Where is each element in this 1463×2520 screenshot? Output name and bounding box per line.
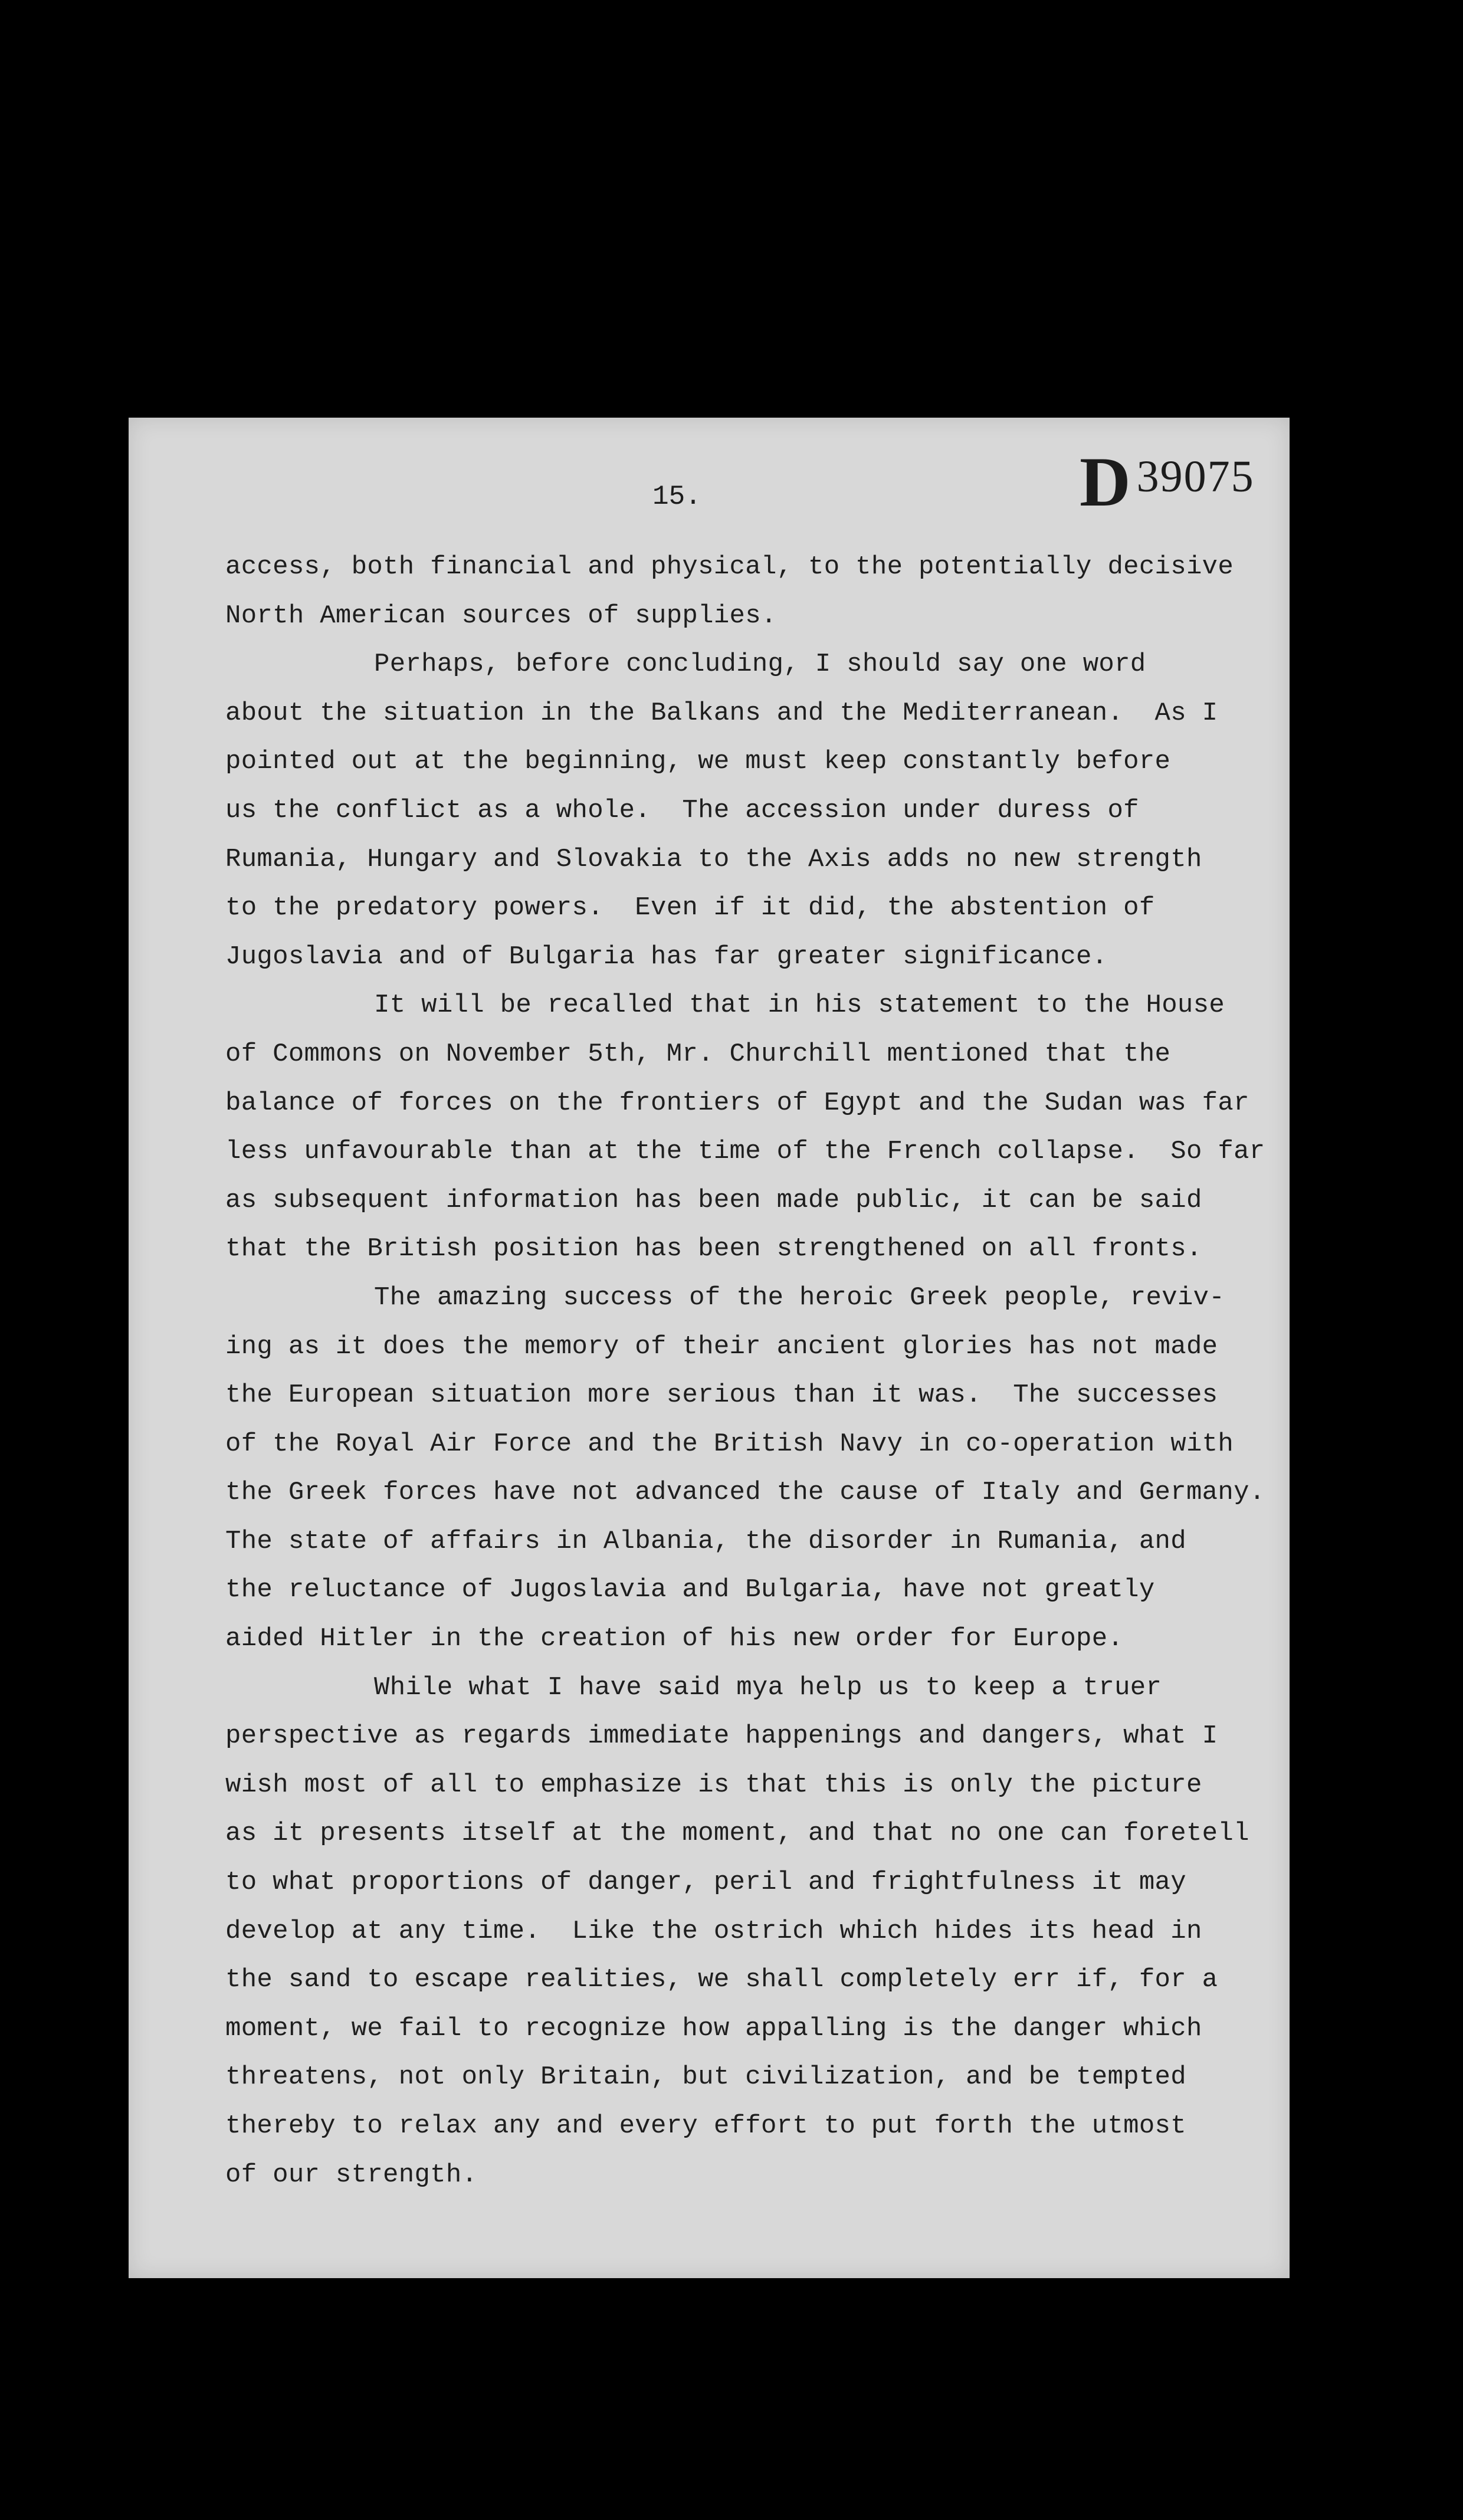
document-page: [129, 418, 1290, 2278]
text-line: The amazing success of the heroic Greek people, reviv-: [374, 1282, 1225, 1312]
text-line: less unfavourable than at the time of the French collapse. So far: [225, 1137, 1265, 1167]
text-line: moment, we fail to recognize how appalling is the danger which: [225, 2013, 1202, 2043]
page-number: 15.: [652, 481, 701, 512]
text-line: develop at any time. Like the ostrich which hides its head in: [225, 1916, 1202, 1946]
text-line: of Commons on November 5th, Mr. Churchill mentioned that the: [225, 1039, 1171, 1069]
body-text: [225, 543, 1265, 2199]
text-line: thereby to relax any and every effort to put forth the utmost: [225, 2111, 1186, 2141]
text-line: balance of forces on the frontiers of Egypt and the Sudan was far: [225, 1088, 1249, 1118]
text-line: that the British position has been strengthened on all fronts.: [225, 1234, 1202, 1264]
document-stamp: [1080, 441, 1255, 523]
text-line: the Greek forces have not advanced the cause of Italy and Germany.: [225, 1478, 1265, 1508]
text-line: While what I have said mya help us to keep a truer: [374, 1672, 1162, 1702]
text-line: North American sources of supplies.: [225, 601, 777, 631]
text-line: Rumania, Hungary and Slovakia to the Axis adds no new strength: [225, 844, 1202, 874]
text-line: Perhaps, before concluding, I should say one word: [374, 649, 1146, 680]
text-line: to the predatory powers. Even if it did, the abstention of: [225, 893, 1155, 923]
text-line: us the conflict as a whole. The accession under duress of: [225, 795, 1139, 825]
text-line: pointed out at the beginning, we must keep constantly before: [225, 747, 1171, 777]
text-line: ing as it does the memory of their ancient glories has not made: [225, 1331, 1218, 1361]
text-line: threatens, not only Britain, but civilization, and be tempted: [225, 2062, 1186, 2092]
text-line: as subsequent information has been made public, it can be said: [225, 1185, 1202, 1215]
stamp-number: 39075: [1136, 452, 1255, 501]
text-line: as it presents itself at the moment, and that no one can foretell: [225, 1819, 1249, 1849]
text-line: Jugoslavia and of Bulgaria has far greater significance.: [225, 941, 1108, 972]
text-line: The state of affairs in Albania, the disorder in Rumania, and: [225, 1526, 1186, 1556]
stamp-letter: D: [1080, 442, 1131, 521]
text-line: perspective as regards immediate happenings and dangers, what I: [225, 1721, 1218, 1751]
text-line: the reluctance of Jugoslavia and Bulgaria, have not greatly: [225, 1575, 1155, 1605]
text-line: wish most of all to emphasize is that this is only the picture: [225, 1770, 1202, 1800]
text-line: It will be recalled that in his statement to the House: [374, 990, 1225, 1021]
text-line: access, both financial and physical, to the potentially decisive: [225, 552, 1234, 582]
text-line: aided Hitler in the creation of his new order for Europe.: [225, 1624, 1124, 1654]
text-line: to what proportions of danger, peril and frightfulness it may: [225, 1868, 1186, 1898]
text-line: the European situation more serious than it was. The successes: [225, 1380, 1218, 1410]
text-line: the sand to escape realities, we shall completely err if, for a: [225, 1965, 1218, 1995]
text-line: of our strength.: [225, 2160, 478, 2190]
text-line: about the situation in the Balkans and the Mediterranean. As I: [225, 698, 1218, 728]
text-line: of the Royal Air Force and the British Navy in co-operation with: [225, 1429, 1234, 1459]
